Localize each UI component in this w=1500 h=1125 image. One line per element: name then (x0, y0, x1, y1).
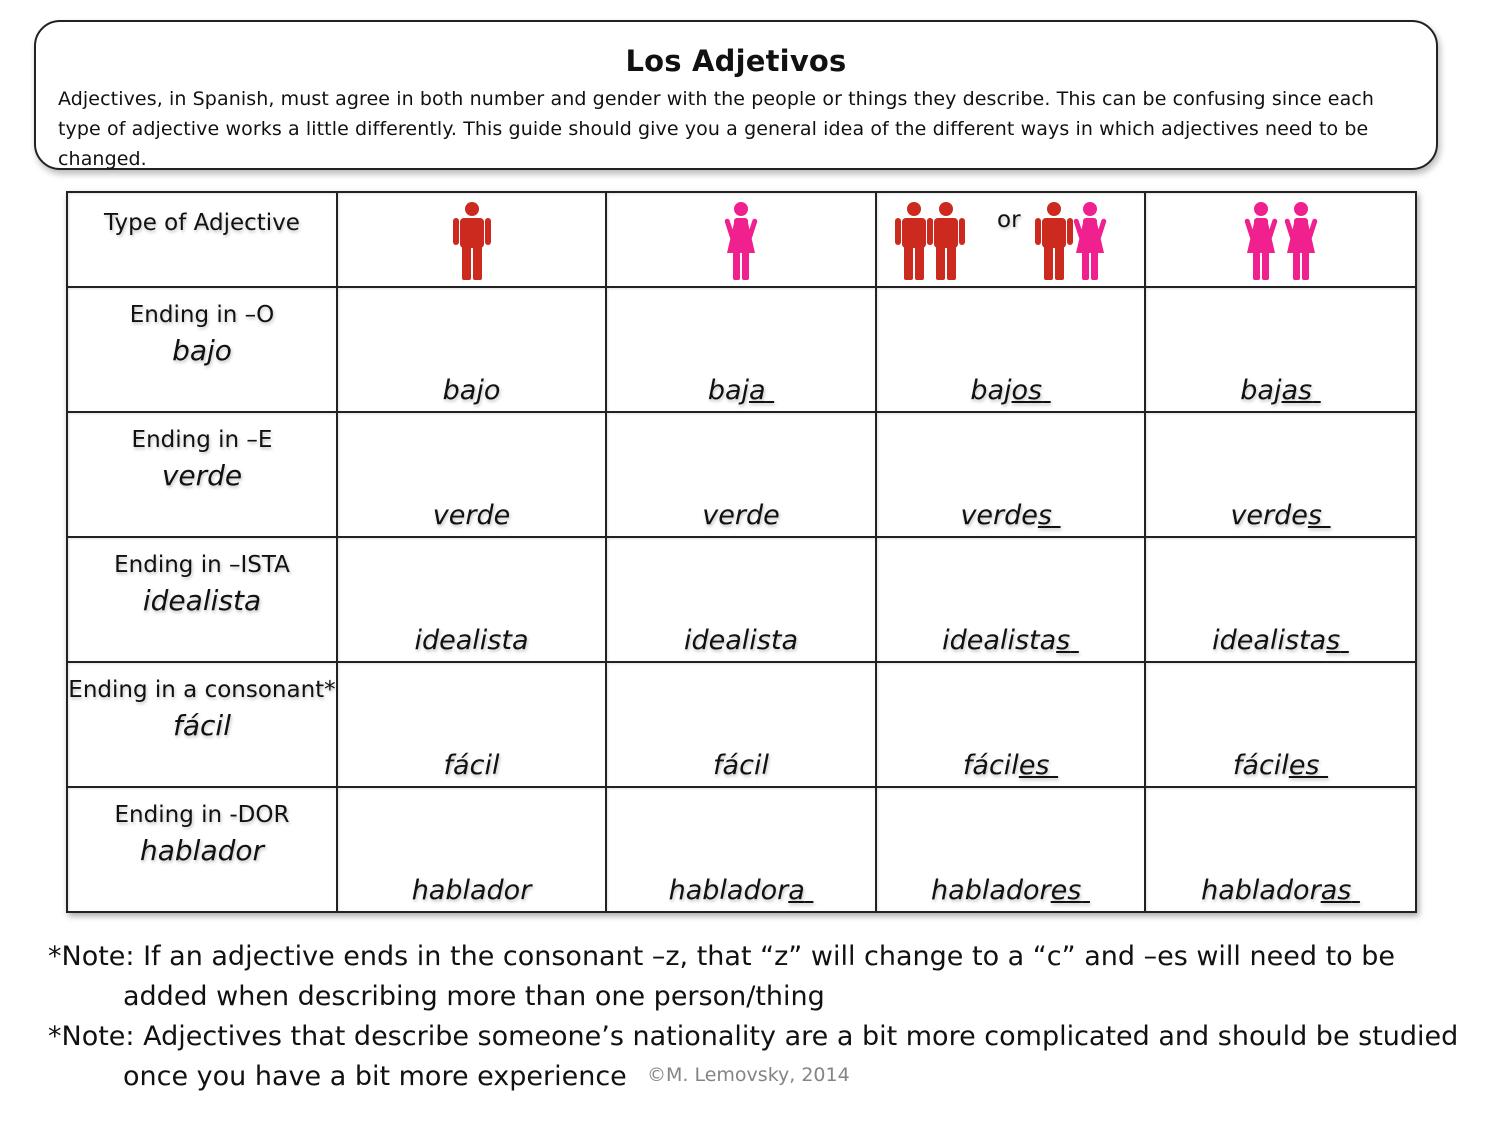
adjective-table (66, 191, 1417, 913)
form-stem: hablador (411, 875, 532, 906)
form-stem: hablador (668, 875, 789, 906)
form-cell (337, 537, 606, 662)
male-plural-icon (894, 201, 966, 285)
row-label (68, 798, 336, 870)
form-cell (1145, 412, 1416, 537)
row-label-cell (67, 537, 337, 662)
form-stem: fácil (443, 750, 500, 781)
form-blank (1322, 500, 1331, 531)
form-stem: idealista (684, 625, 798, 656)
table-row (67, 412, 1416, 537)
adjective-form (877, 499, 1144, 533)
form-blank (1351, 875, 1360, 906)
form-stem: fácil (962, 750, 1019, 781)
row-label (68, 423, 336, 495)
copyright: ©M. Lemovsky, 2014 (647, 1064, 850, 1086)
form-stem: baj (970, 375, 1012, 406)
adjective-form (607, 624, 875, 658)
row-label (68, 673, 336, 745)
table-row (67, 537, 1416, 662)
adjective-form (338, 874, 605, 908)
row-label (68, 548, 336, 620)
adjective-form (1146, 749, 1415, 783)
form-stem: idealista (414, 625, 529, 656)
form-stem: verde (702, 500, 780, 531)
intro-box (34, 20, 1438, 170)
table-header-row (67, 192, 1416, 287)
adjective-form (607, 749, 875, 783)
note-z-ending: *Note: If an adjective ends in the consonant –z, that “z” will change to a “c” and –es will need to be added when describing more than one person/thing (48, 941, 1396, 1012)
row-label-cell (67, 412, 337, 537)
example-adjective: bajo (172, 334, 232, 367)
adjective-form (877, 749, 1144, 783)
form-blank (1340, 625, 1349, 656)
form-stem: idealista (942, 625, 1057, 656)
adjective-form (338, 499, 605, 533)
form-stem: baj (707, 375, 750, 406)
table-row (67, 787, 1416, 912)
form-cell (606, 662, 876, 787)
form-cell (337, 662, 606, 787)
adjective-form (1146, 874, 1415, 908)
form-blank (1312, 375, 1321, 406)
form-blank (805, 875, 814, 906)
ending-type: Ending in -DOR (114, 802, 290, 828)
form-ending: s (1326, 625, 1341, 656)
form-ending: es (1018, 750, 1050, 781)
form-blank (1081, 875, 1090, 906)
adjective-form (877, 624, 1144, 658)
form-cell (606, 412, 876, 537)
form-cell (876, 662, 1145, 787)
form-cell (606, 787, 876, 912)
form-blank (1042, 375, 1051, 406)
or-label: or (997, 207, 1021, 233)
adjective-form (1146, 374, 1415, 408)
form-cell (337, 287, 606, 412)
form-stem: hablador (931, 875, 1051, 906)
adjective-form (607, 874, 875, 908)
form-ending: a (749, 375, 766, 406)
form-ending: s (1307, 500, 1322, 531)
form-stem: verde (1230, 500, 1308, 531)
form-ending: es (1288, 750, 1320, 781)
form-stem: hablador (1201, 875, 1321, 906)
form-cell (1145, 287, 1416, 412)
form-cell (1145, 662, 1416, 787)
form-ending: a (788, 875, 805, 906)
adjective-form (1146, 499, 1415, 533)
form-stem: fácil (1232, 750, 1289, 781)
form-cell (606, 537, 876, 662)
form-cell (606, 287, 876, 412)
form-cell (876, 787, 1145, 912)
adjective-form (1146, 624, 1415, 658)
form-blank (1070, 625, 1079, 656)
header-female-plural (1145, 192, 1416, 287)
header-male-singular (337, 192, 606, 287)
form-cell (1145, 787, 1416, 912)
form-ending: as (1320, 875, 1352, 906)
ending-type: Ending in –O (129, 302, 275, 328)
form-ending: as (1281, 375, 1313, 406)
adjective-form (607, 374, 875, 408)
adjective-form (877, 374, 1144, 408)
form-blank (766, 375, 775, 406)
form-cell (337, 787, 606, 912)
form-cell (1145, 537, 1416, 662)
form-blank (1320, 750, 1329, 781)
row-label (68, 298, 336, 370)
form-stem: bajo (442, 375, 501, 406)
row-label-cell (67, 287, 337, 412)
form-blank (1052, 500, 1061, 531)
row-label-cell (67, 662, 337, 787)
form-ending: os (1011, 375, 1043, 406)
female-plural-icon (1146, 201, 1415, 281)
ending-type: Ending in a consonant* (68, 677, 336, 703)
form-stem: baj (1240, 375, 1282, 406)
ending-type: Ending in –ISTA (114, 552, 290, 578)
note-nationality: *Note: Adjectives that describe someone’s nationality are a bit more complicated and should be studied once you have a bit more experience (48, 1021, 1459, 1092)
form-cell (337, 412, 606, 537)
form-ending: es (1050, 875, 1082, 906)
example-adjective: verde (161, 459, 243, 492)
form-stem: verde (960, 500, 1038, 531)
header-female-singular (606, 192, 876, 287)
table-row (67, 662, 1416, 787)
header-plural-mixed (876, 192, 1145, 287)
form-cell (876, 412, 1145, 537)
form-blank (1050, 750, 1059, 781)
form-cell (876, 537, 1145, 662)
adjective-form (338, 624, 605, 658)
example-adjective: hablador (139, 834, 265, 867)
mixed-plural-icon (1034, 201, 1110, 285)
form-ending: s (1037, 500, 1052, 531)
ending-type: Ending in –E (131, 427, 273, 453)
form-stem: verde (432, 500, 511, 531)
example-adjective: fácil (173, 709, 231, 742)
male-singular-icon (338, 201, 605, 281)
form-cell (876, 287, 1145, 412)
adjective-form (338, 374, 605, 408)
table-row (67, 287, 1416, 412)
form-stem: fácil (713, 750, 769, 781)
type-of-adjective-header: Type of Adjective (104, 210, 300, 236)
form-stem: idealista (1212, 625, 1327, 656)
female-singular-icon (607, 201, 875, 281)
adjective-form (877, 874, 1144, 908)
type-header-cell (67, 192, 337, 287)
intro-paragraph: Adjectives, in Spanish, must agree in both number and gender with the people or things they describe. This can be confusing since each type of adjective works a little differently. This guide should give you a general idea of the different ways in which adjectives need to be changed. (58, 88, 1375, 170)
example-adjective: idealista (142, 584, 262, 617)
adjective-form (338, 749, 605, 783)
page-title: Los Adjetivos (625, 44, 847, 78)
form-ending: s (1056, 625, 1071, 656)
adjective-form (607, 499, 875, 533)
row-label-cell (67, 787, 337, 912)
